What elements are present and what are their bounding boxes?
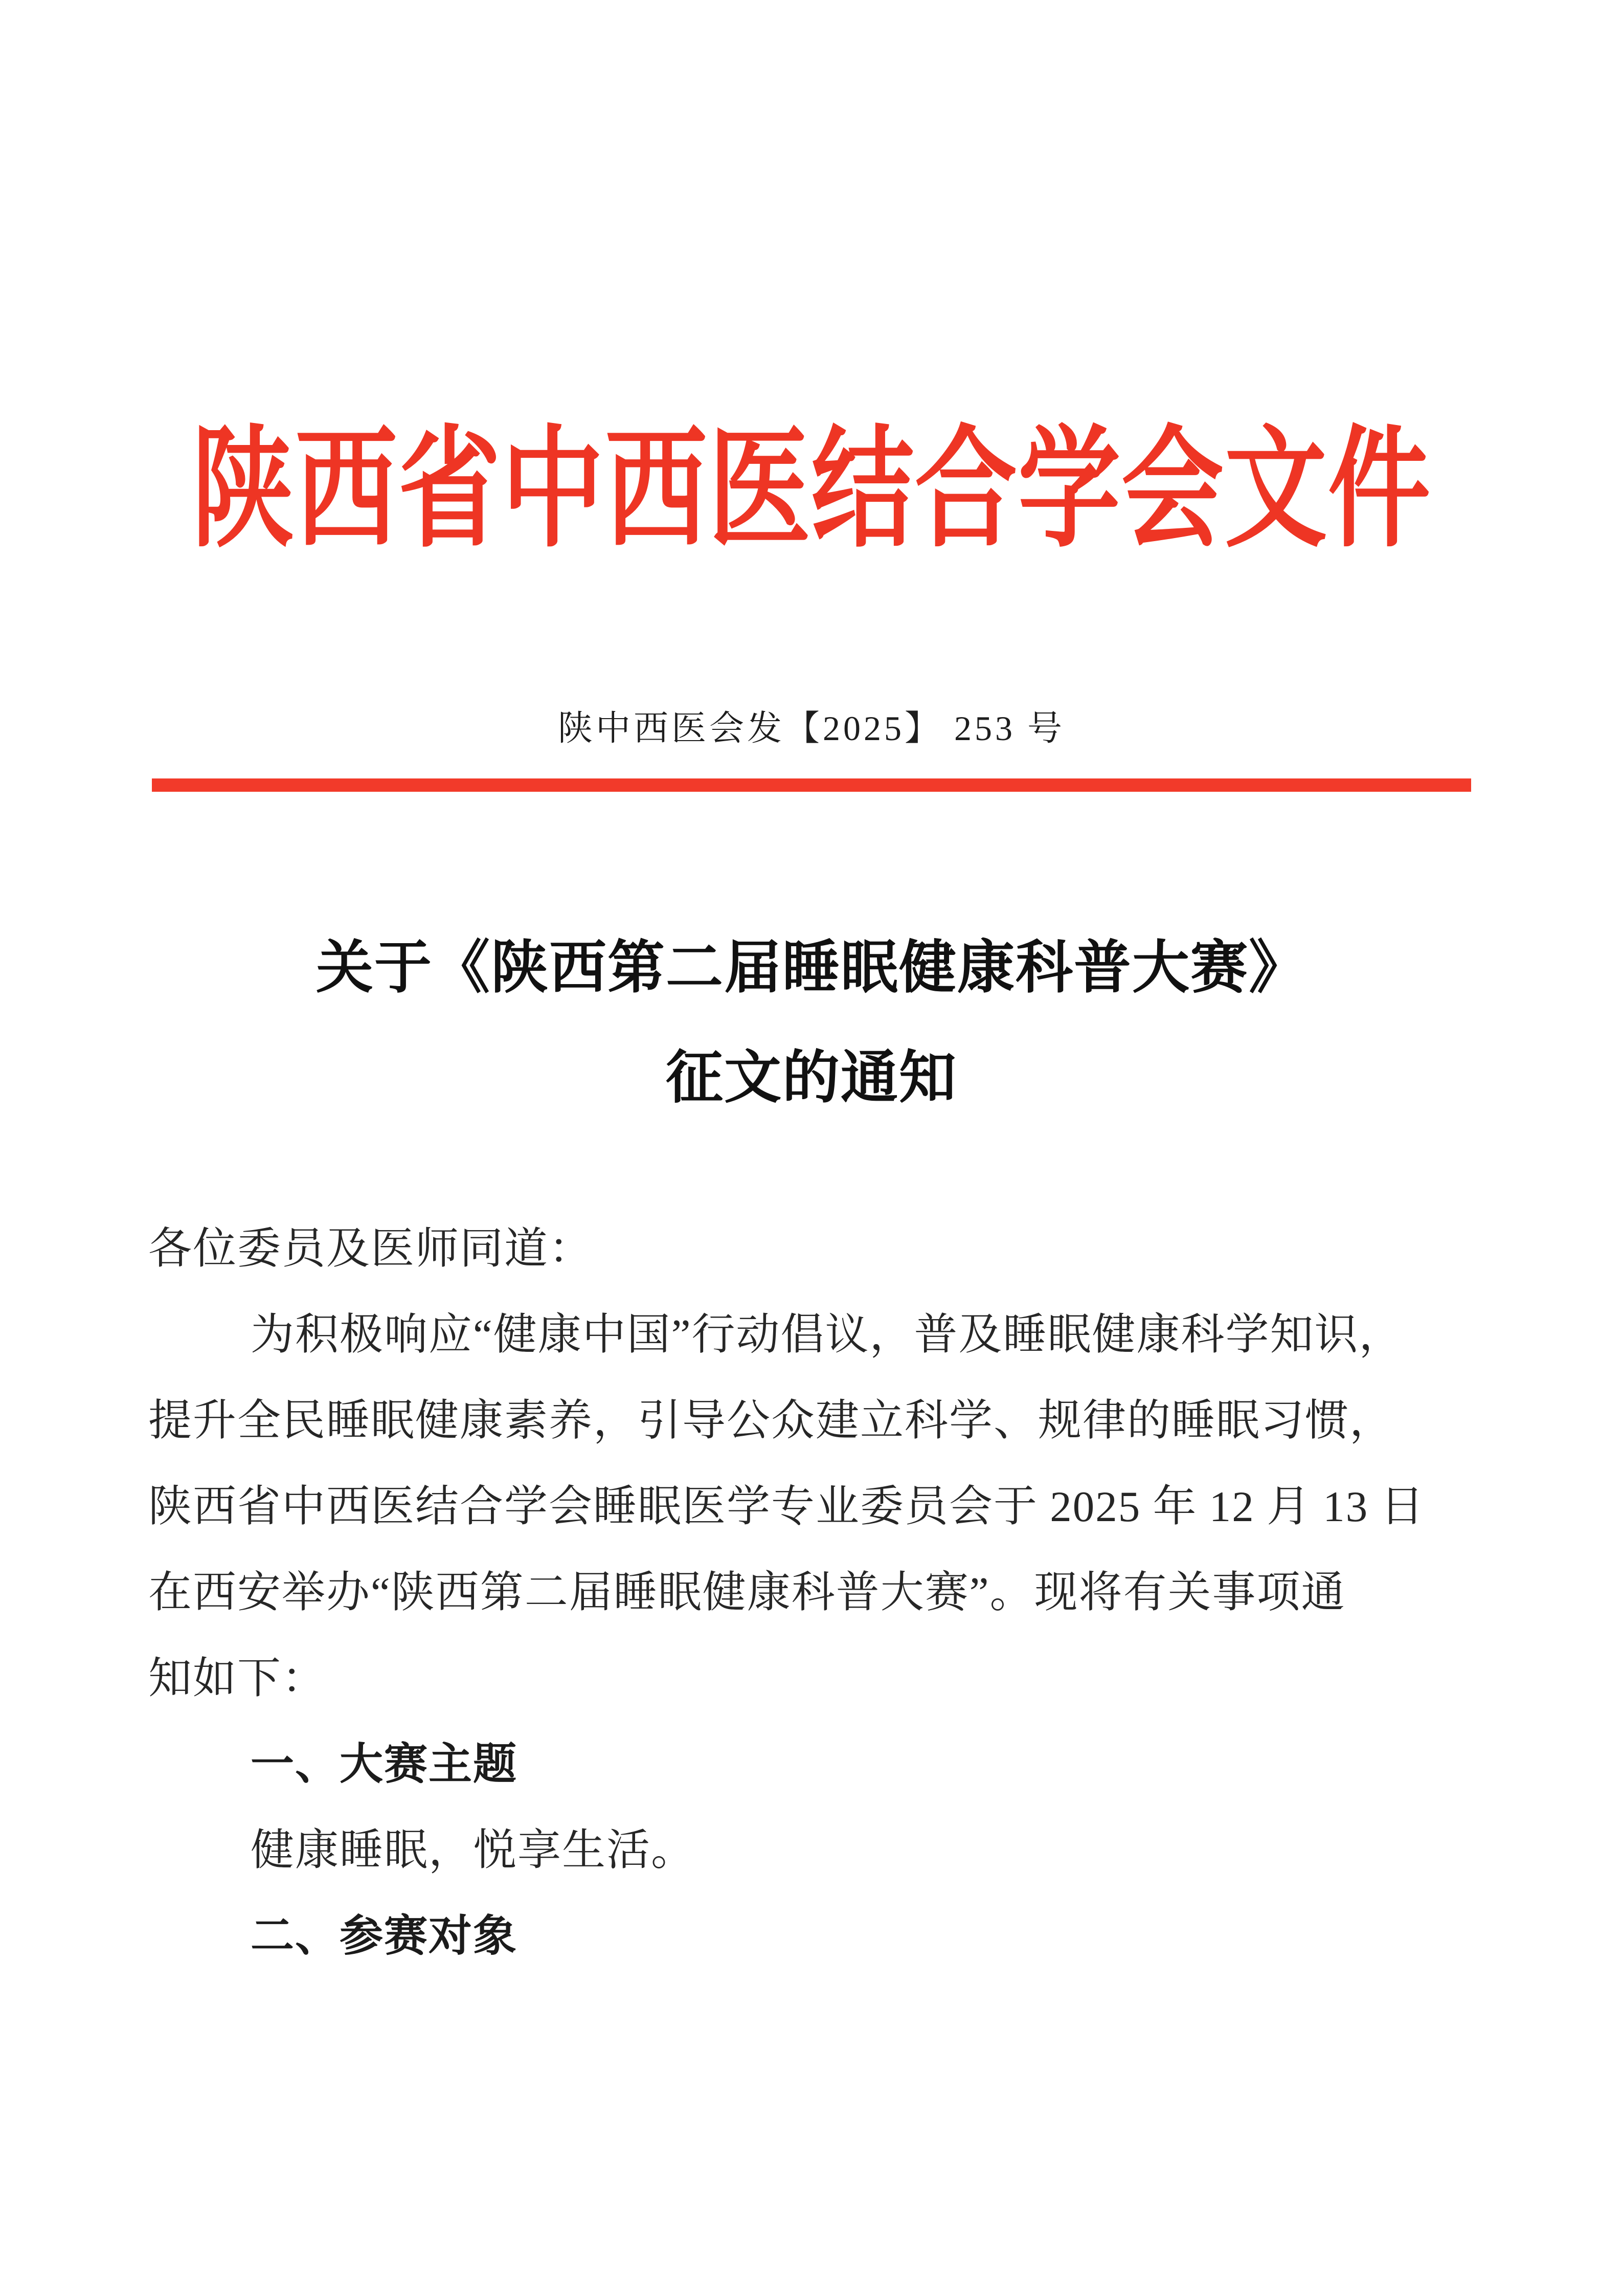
notice-body [148, 1206, 1475, 1979]
paragraph-line: 知如下： [148, 1655, 327, 1703]
red-divider-line [152, 778, 1471, 792]
notice-title-line1: 关于《陕西第二届睡眠健康科普大赛》 [316, 937, 1307, 1000]
salutation: 各位委员及医师同道： [148, 1225, 594, 1273]
paragraph-line: 为积极响应“健康中国”行动倡议，普及睡眠健康科学知识， [251, 1311, 1404, 1359]
notice-title-line2: 征文的通知 [666, 1046, 957, 1110]
section-heading-theme: 一、大赛主题 [251, 1741, 518, 1789]
notice-title [0, 913, 1623, 1133]
section-heading-participants: 二、参赛对象 [251, 1912, 518, 1960]
section-content-theme: 健康睡眠，悦享生活。 [251, 1826, 696, 1875]
paragraph-line: 陕西省中西医结合学会睡眠医学专业委员会于 2025 年 12 月 13 日 [148, 1483, 1425, 1531]
letterhead-title: 陕西省中西医结合学会文件 [191, 418, 1431, 563]
document-number: 陕中西医会发【2025】 253 号 [557, 709, 1065, 748]
paragraph-line: 在西安举办“陕西第二届睡眠健康科普大赛”。现将有关事项通 [148, 1569, 1346, 1617]
paragraph-line: 提升全民睡眠健康素养，引导公众建立科学、规律的睡眠习惯， [148, 1397, 1394, 1445]
